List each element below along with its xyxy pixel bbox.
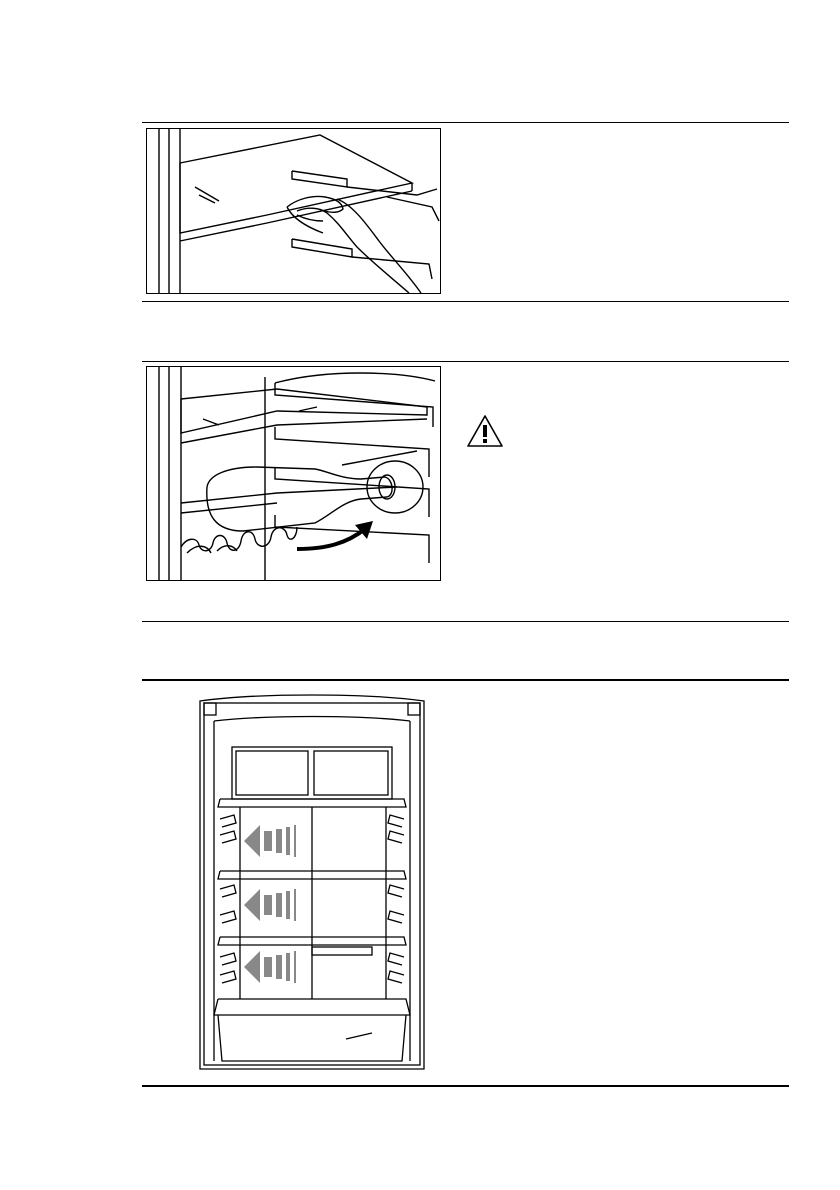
fridge-interior-illustration xyxy=(196,693,428,1071)
divider-bottom xyxy=(142,1085,789,1087)
curved-arrow-icon xyxy=(297,529,365,549)
divider-3 xyxy=(142,361,789,362)
shelf-removal-figure xyxy=(146,128,441,294)
divider-5 xyxy=(142,679,789,681)
warning-triangle-icon xyxy=(466,414,504,448)
left-pointing-arrows xyxy=(244,825,296,983)
divider-2 xyxy=(142,301,789,302)
fridge-interior-figure xyxy=(196,693,428,1071)
bottle-rack-illustration xyxy=(147,367,440,580)
divider-top xyxy=(142,122,789,123)
divider-4 xyxy=(142,621,789,622)
bottle-rack-figure xyxy=(146,366,441,581)
hand-removing-shelf-illustration xyxy=(147,129,440,293)
